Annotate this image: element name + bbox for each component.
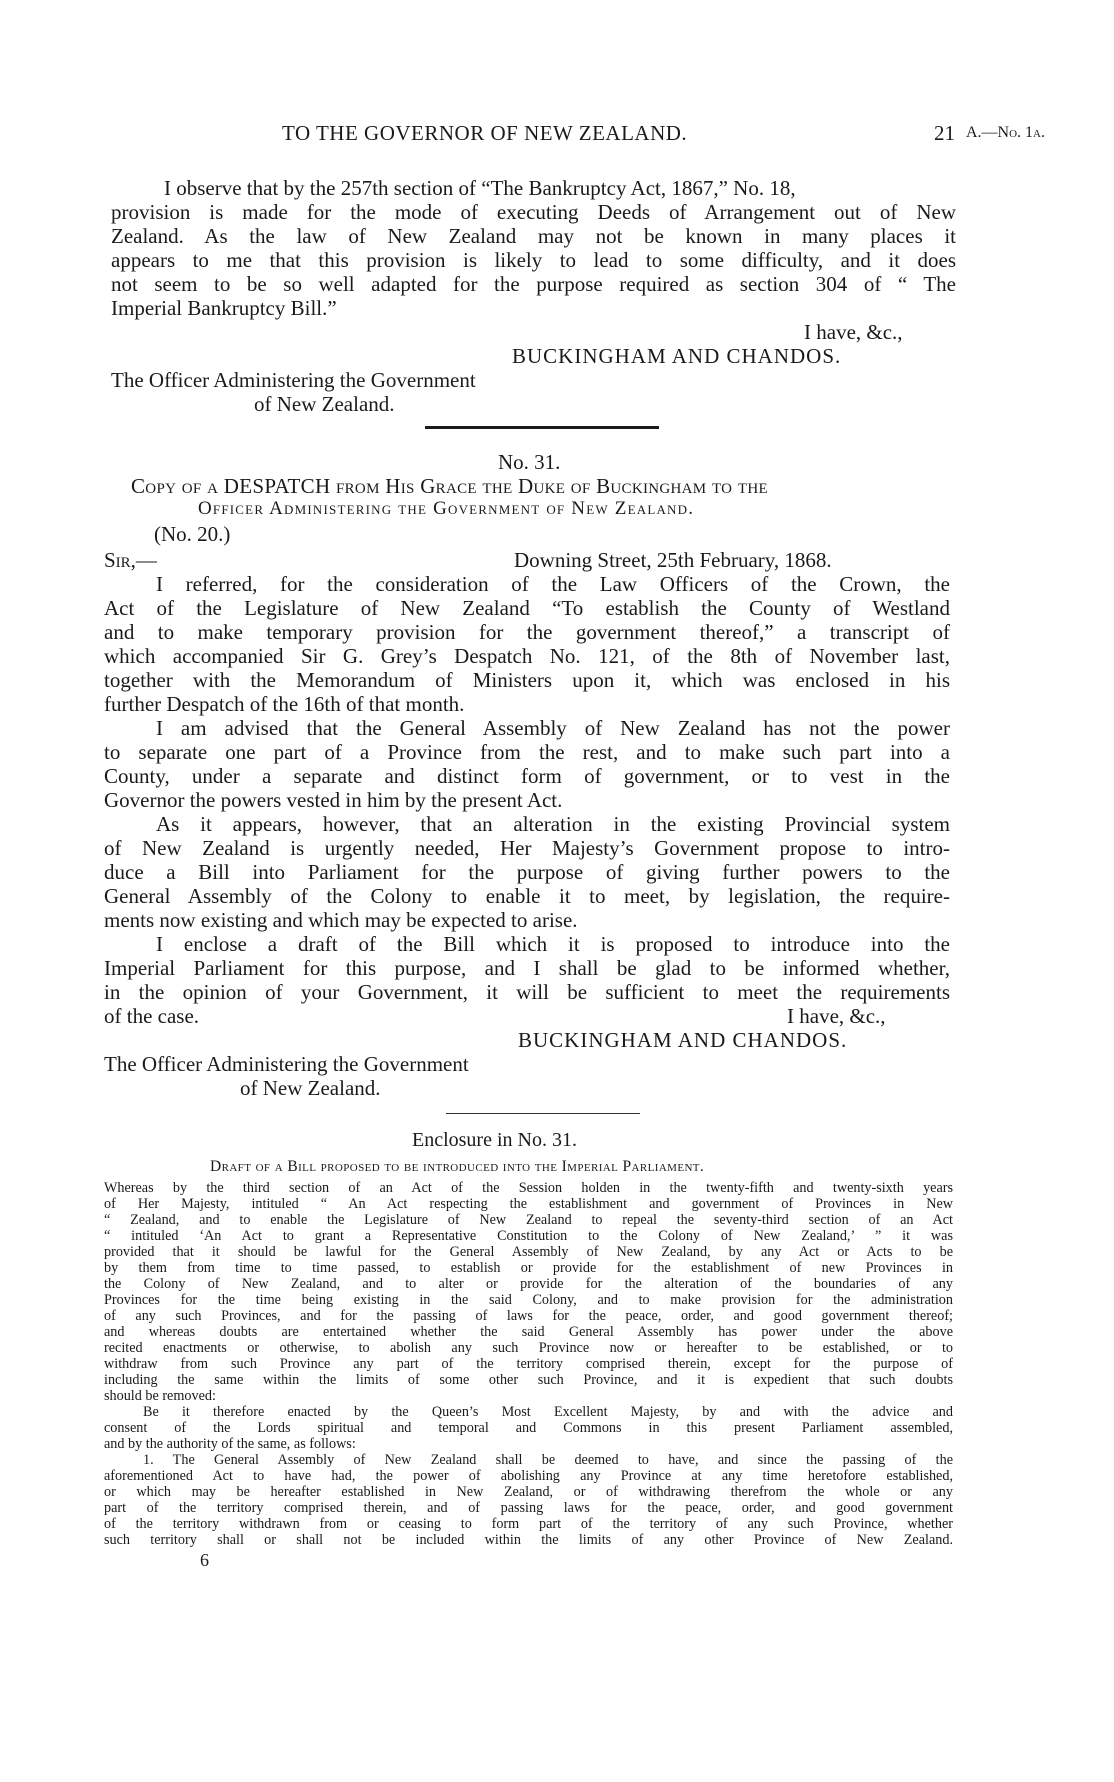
- despatch-title: Copy of a DESPATCH from His Grace the Duke of Buckingham to the: [131, 474, 768, 498]
- enclosure-line: Provinces for the time being existing in the said Colony, and to make provision for the administration: [104, 1292, 953, 1308]
- letter1-addressee: The Officer Administering the Government: [111, 368, 476, 392]
- despatch-line: to separate one part of a Province from the rest, and to make such part into a: [104, 740, 950, 764]
- enclosure-line: should be removed:: [104, 1388, 216, 1404]
- despatch-addressee-location: of New Zealand.: [240, 1076, 381, 1100]
- letter1-line: not seem to be so well adapted for the purpose required as section 304 of “ The: [111, 272, 956, 296]
- enclosure-line: and by the authority of the same, as follows:: [104, 1436, 356, 1452]
- despatch-line: of the case.: [104, 1004, 200, 1028]
- enclosure-line: 1. The General Assembly of New Zealand shall be deemed to have, and since the passing of the: [143, 1452, 953, 1468]
- enclosure-line: Be it therefore enacted by the Queen’s Most Excellent Majesty, by and with the advice and: [143, 1404, 953, 1420]
- enclosure-subheading: Draft of a Bill proposed to be introduced into the Imperial Parliament.: [210, 1158, 705, 1175]
- despatch-line: I enclose a draft of the Bill which it is proposed to introduce into the: [156, 932, 950, 956]
- despatch-line: and to make temporary provision for the government thereof,” a transcript of: [104, 620, 950, 644]
- paper-reference: A.—No. 1a.: [966, 124, 1045, 141]
- salutation: Sir,—: [104, 548, 157, 572]
- despatch-line: duce a Bill into Parliament for the purpose of giving further powers to the: [104, 860, 950, 884]
- enclosure-line: by them from time to time passed, to establish or provide for the establishment of new Provinces in: [104, 1260, 953, 1276]
- letter1-closing: I have, &c.,: [804, 320, 903, 344]
- despatch-line: in the opinion of your Government, it will be sufficient to meet the requirements: [104, 980, 950, 1004]
- letter1-addressee-location: of New Zealand.: [254, 392, 395, 416]
- enclosure-heading: Enclosure in No. 31.: [412, 1129, 577, 1151]
- place-date: Downing Street, 25th February, 1868.: [514, 548, 832, 572]
- enclosure-line: “ Zealand, and to enable the Legislature of New Zealand to repeal the seventy-third section of an Act: [104, 1212, 953, 1228]
- letter1-line: provision is made for the mode of executing Deeds of Arrangement out of New: [111, 200, 956, 224]
- enclosure-line: of any such Provinces, and for the passing of laws for the peace, order, and good government thereof;: [104, 1308, 953, 1324]
- despatch-line: As it appears, however, that an alteration in the existing Provincial system: [156, 812, 950, 836]
- despatch-closing: I have, &c.,: [787, 1004, 886, 1028]
- enclosure-line: part of the territory comprised therein, and of passing laws for the peace, order, and good government: [104, 1500, 953, 1516]
- despatch-line: General Assembly of the Colony to enable it to meet, by legislation, the require-: [104, 884, 950, 908]
- letter1-line: Imperial Bankruptcy Bill.”: [111, 296, 337, 320]
- letter1-line: appears to me that this provision is likely to lead to some difficulty, and it does: [111, 248, 956, 272]
- letter1-line: I observe that by the 257th section of “The Bankruptcy Act, 1867,” No. 18,: [164, 176, 796, 200]
- enclosure-line: aforementioned Act to have had, the power of abolishing any Province at any time heretofore established,: [104, 1468, 953, 1484]
- despatch-line: further Despatch of the 16th of that month.: [104, 692, 465, 716]
- enclosure-line: withdraw from such Province any part of the territory comprised therein, except for the purpose of: [104, 1356, 953, 1372]
- despatch-number: No. 31.: [498, 450, 561, 474]
- letter1-signature: BUCKINGHAM AND CHANDOS.: [512, 344, 842, 368]
- enclosure-line: consent of the Lords spiritual and temporal and Commons in this present Parliament assembled,: [104, 1420, 953, 1436]
- despatch-line: Governor the powers vested in him by the present Act.: [104, 788, 563, 812]
- enclosure-line: “ intituled ‘An Act to grant a Representative Constitution to the Colony of New Zealand,’ ” it was: [104, 1228, 953, 1244]
- despatch-line: Imperial Parliament for this purpose, and I shall be glad to be informed whether,: [104, 956, 950, 980]
- enclosure-line: recited enactments or otherwise, to abolish any such Province now or hereafter to be established, or to: [104, 1340, 953, 1356]
- despatch-line: I am advised that the General Assembly of New Zealand has not the power: [156, 716, 950, 740]
- enclosure-line: provided that it should be lawful for the General Assembly of New Zealand, by any Act or Acts to be: [104, 1244, 953, 1260]
- despatch-addressee: The Officer Administering the Government: [104, 1052, 469, 1076]
- enclosure-line: such territory shall or shall not be included within the limits of any other Province of New Zealand.: [104, 1532, 953, 1548]
- enclosure-line: the Colony of New Zealand, and to alter or provide for the alteration of the boundaries of any: [104, 1276, 953, 1292]
- despatch-line: together with the Memorandum of Ministers upon it, which was enclosed in his: [104, 668, 950, 692]
- enclosure-line: including the same within the limits of some other such Province, and it is expedient that such doubts: [104, 1372, 953, 1388]
- despatch-line: ments now existing and which may be expected to arise.: [104, 908, 578, 932]
- section-divider: [425, 426, 659, 429]
- enclosure-line: of Her Majesty, intituled “ An Act respecting the establishment and government of Provinces in New: [104, 1196, 953, 1212]
- despatch-line: Act of the Legislature of New Zealand “To establish the County of Westland: [104, 596, 950, 620]
- sheet-mark: 6: [200, 1550, 209, 1570]
- page-number: 21: [934, 121, 955, 145]
- letter1-line: Zealand. As the law of New Zealand may not be known in many places it: [111, 224, 956, 248]
- despatch-recipient: Officer Administering the Government of New Zealand.: [198, 498, 695, 519]
- despatch-line: which accompanied Sir G. Grey’s Despatch No. 121, of the 8th of November last,: [104, 644, 950, 668]
- enclosure-divider: [446, 1113, 640, 1114]
- despatch-line: I referred, for the consideration of the Law Officers of the Crown, the: [156, 572, 950, 596]
- enclosure-line: of the territory withdrawn from or ceasing to form part of the territory of any such Province, whether: [104, 1516, 953, 1532]
- enclosure-line: and whereas doubts are entertained whether the said General Assembly has power under the above: [104, 1324, 953, 1340]
- enclosure-line: or which may be hereafter established in New Zealand, or of withdrawing therefrom the whole or any: [104, 1484, 953, 1500]
- enclosure-line: Whereas by the third section of an Act of the Session holden in the twenty-fifth and twenty-sixth years: [104, 1180, 953, 1196]
- running-title: TO THE GOVERNOR OF NEW ZEALAND.: [282, 121, 688, 145]
- despatch-signature: BUCKINGHAM AND CHANDOS.: [518, 1028, 848, 1052]
- despatch-line: County, under a separate and distinct form of government, or to vest in the: [104, 764, 950, 788]
- despatch-line: of New Zealand is urgently needed, Her Majesty’s Government propose to intro-: [104, 836, 950, 860]
- despatch-sub-number: (No. 20.): [154, 522, 231, 546]
